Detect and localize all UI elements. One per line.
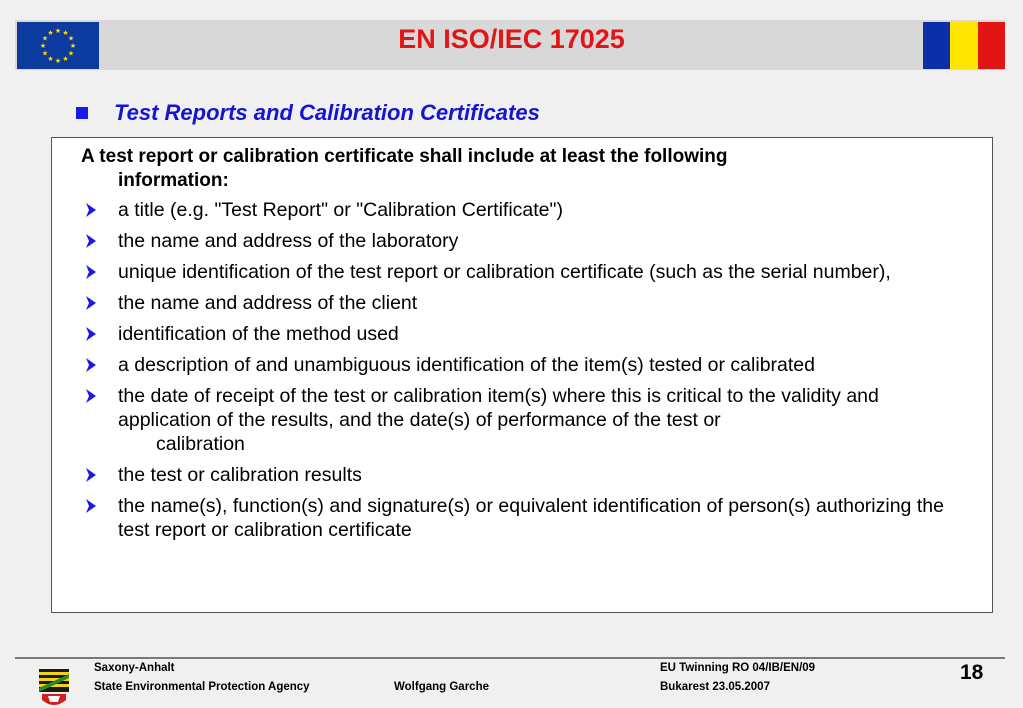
intro-text: [81, 145, 962, 193]
ro-flag-stripe: [978, 22, 1005, 69]
requirement-item: [81, 384, 972, 456]
eu-star-icon: ★: [54, 28, 62, 35]
footer-project: EU Twinning RO 04/IB/EN/09: [660, 662, 816, 674]
arrow-bullet-icon: [84, 322, 98, 346]
requirement-item: [81, 494, 972, 542]
eu-star-icon: ★: [69, 43, 77, 50]
requirement-item: [81, 463, 972, 487]
eu-star-icon: ★: [67, 50, 75, 58]
footer-divider: [15, 657, 1005, 659]
requirement-item: [81, 198, 972, 222]
intro-line-2: information:: [118, 170, 229, 191]
requirement-item: [81, 291, 972, 315]
requirement-item: [81, 260, 972, 284]
coat-of-arms-icon: [36, 668, 72, 708]
arrow-bullet-icon: [84, 260, 98, 284]
page-number: 18: [960, 661, 984, 684]
footer-org-line1: Saxony-Anhalt: [94, 662, 175, 674]
requirement-item: [81, 229, 972, 253]
content-box: [51, 137, 993, 613]
requirement-text: a description of and unambiguous identification of the item(s) tested or calibrated: [118, 354, 815, 376]
eu-star-icon: ★: [41, 50, 49, 58]
eu-stars-icon: [17, 22, 99, 69]
section-heading: Test Reports and Calibration Certificates: [114, 100, 540, 125]
square-bullet-icon: [76, 107, 88, 119]
requirement-text: the name(s), function(s) and signature(s) or equivalent identification of person(s) authorizing the test report or calibration certificate: [118, 495, 944, 541]
requirement-text: the test or calibration results: [118, 464, 362, 486]
requirement-text: the name and address of the client: [118, 292, 418, 314]
arrow-bullet-icon: [84, 198, 98, 222]
arrow-bullet-icon: [84, 463, 98, 487]
intro-line-1: A test report or calibration certificate shall include at least the following: [81, 146, 728, 167]
requirement-text: unique identification of the test report or calibration certificate (such as the serial number),: [118, 261, 891, 283]
footer-place-date: Bukarest 23.05.2007: [660, 681, 770, 693]
arrow-bullet-icon: [84, 494, 98, 518]
requirement-text: the name and address of the laboratory: [118, 230, 459, 252]
eu-star-icon: ★: [67, 35, 75, 43]
eu-star-icon: ★: [47, 55, 54, 63]
arrow-bullet-icon: [84, 229, 98, 253]
requirement-text: identification of the method used: [118, 323, 399, 345]
ro-flag-stripe: [950, 22, 977, 69]
arrow-bullet-icon: [84, 353, 98, 377]
requirement-item: [81, 322, 972, 346]
eu-star-icon: ★: [39, 43, 47, 50]
eu-star-icon: ★: [62, 55, 69, 63]
requirement-text-continuation: calibration: [156, 433, 245, 455]
ro-flag-stripe: [923, 22, 950, 69]
requirement-item: [81, 353, 972, 377]
footer-author: Wolfgang Garche: [394, 681, 489, 693]
eu-star-icon: ★: [47, 30, 54, 38]
requirement-text: a title (e.g. "Test Report" or "Calibration Certificate"): [118, 199, 563, 221]
eu-star-icon: ★: [41, 35, 49, 43]
arrow-bullet-icon: [84, 384, 98, 408]
eu-star-icon: ★: [54, 58, 62, 65]
romania-flag-icon: [923, 22, 1005, 69]
section-heading-row: [76, 100, 540, 126]
requirement-text: the date of receipt of the test or calibration item(s) where this is critical to the validity and application of the results, and the date(s) of performance of the test or: [118, 385, 879, 431]
eu-star-icon: ★: [62, 30, 69, 38]
arrow-bullet-icon: [84, 291, 98, 315]
footer-org-line2: State Environmental Protection Agency: [94, 681, 310, 693]
page-title: EN ISO/IEC 17025: [398, 24, 625, 54]
requirement-list: [81, 198, 972, 549]
eu-flag-icon: [17, 22, 99, 69]
